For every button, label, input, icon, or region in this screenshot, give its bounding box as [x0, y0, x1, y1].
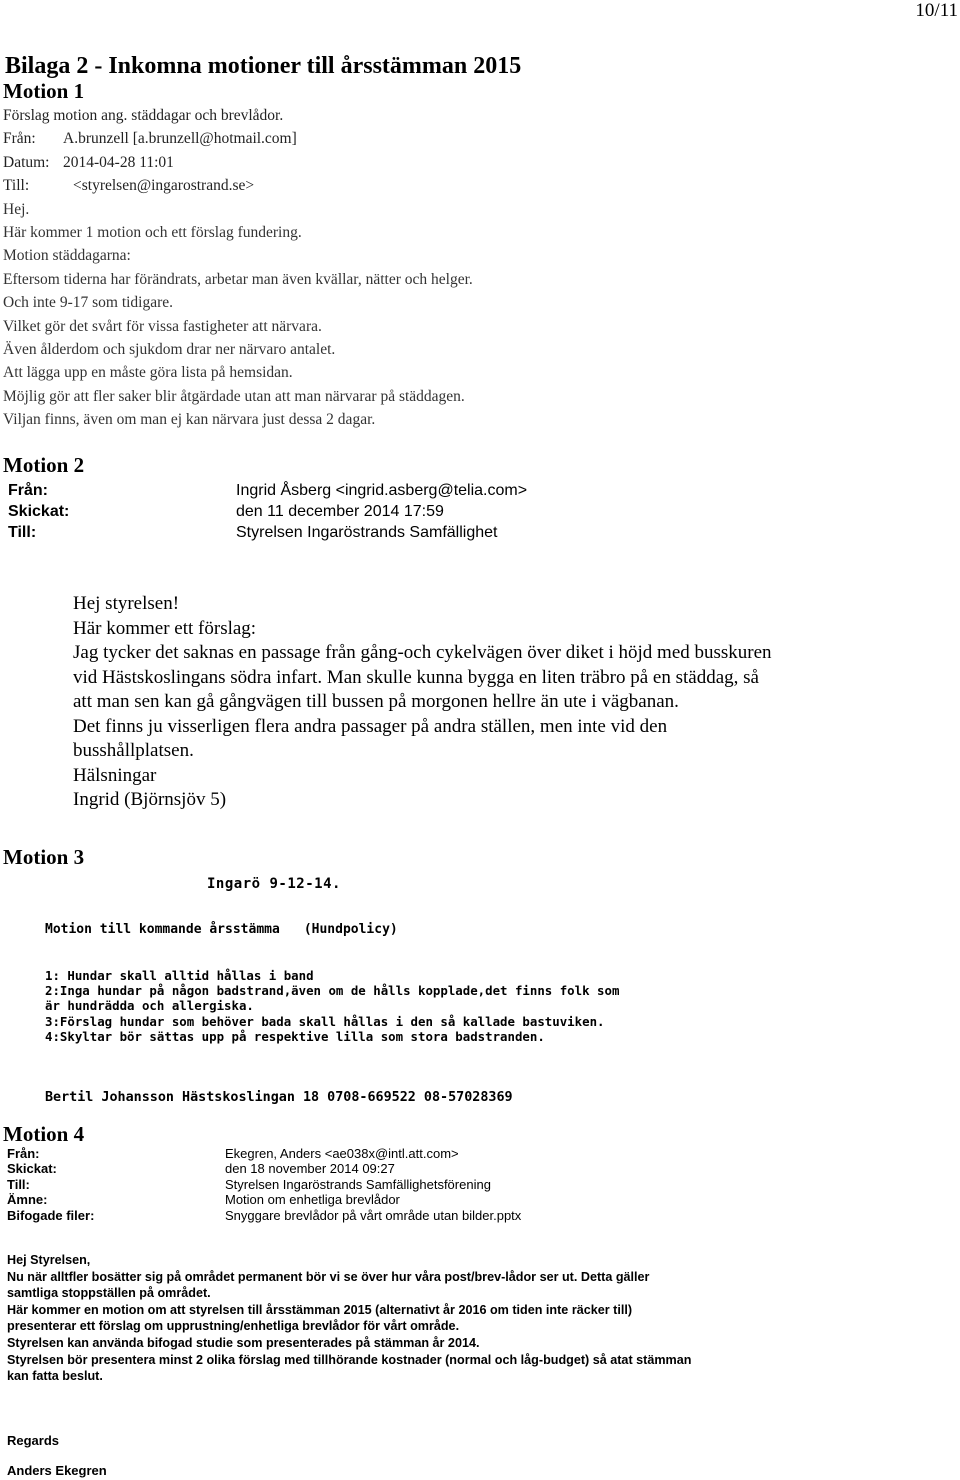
body-line: kan fatta beslut. — [7, 1369, 103, 1384]
list-item: 2:Inga hundar på någon badstrand,även om de hålls kopplade,det finns folk som — [45, 983, 620, 999]
from-label: Från: — [3, 130, 36, 148]
header-row — [8, 501, 527, 522]
header-label: Till: — [8, 524, 37, 541]
body-line: Det finns ju visserligen flera andra passager på andra ställen, men inte vid den — [73, 715, 668, 737]
body-line: Hej Styrelsen, — [7, 1253, 91, 1267]
header-row — [7, 1208, 521, 1223]
motion-3-date: Ingarö 9-12-14. — [207, 876, 341, 892]
motion-2-heading: Motion 2 — [3, 453, 85, 477]
body-line: Nu när alltfler bosätter sig på området permanent bör vi se över hur våra post/brev-lådor ser ut. Detta gäller — [7, 1269, 650, 1284]
body-line: Och inte 9-17 som tidigare. — [3, 294, 174, 312]
body-line: Viljan finns, även om man ej kan närvara just dessa 2 dagar. — [3, 411, 376, 429]
body-line: Ingrid (Björnsjöv 5) — [73, 789, 227, 810]
body-line: Möjlig gör att fler saker blir åtgärdade utan att man närvarar på städdagen. — [3, 387, 465, 405]
header-value: Ingrid Åsberg <ingrid.asberg@telia.com> — [236, 482, 528, 499]
motion-1-email — [3, 104, 473, 432]
motion-4-regards: Regards — [7, 1433, 60, 1448]
motion-4-heading: Motion 4 — [3, 1122, 85, 1146]
motion-1-to-row — [3, 174, 473, 197]
header-value: den 11 december 2014 17:59 — [236, 503, 444, 520]
motion-3-title-text: Motion till kommande årsstämma — [45, 922, 280, 937]
to-label: Till: — [3, 177, 30, 195]
motion-4-body — [7, 1252, 691, 1385]
header-label: Bifogade filer: — [7, 1207, 95, 1223]
motion-2-email-header — [8, 480, 527, 543]
motion-1-heading: Motion 1 — [3, 79, 85, 103]
body-line: Att lägga upp en måste göra lista på hemsidan. — [3, 364, 293, 382]
motion-3-heading: Motion 3 — [3, 845, 85, 869]
header-value: Styrelsen Ingaröstrands Samfällighetsförening — [225, 1176, 491, 1192]
header-label: Skickat: — [8, 503, 70, 520]
list-item: 1: Hundar skall alltid hållas i band — [45, 968, 314, 983]
motion-3-signature: Bertil Johansson Hästskoslingan 18 0708-669522 08-57028369 — [45, 1090, 513, 1105]
motion-1-from-row — [3, 127, 473, 150]
to-value: <styrelsen@ingarostrand.se> — [73, 177, 255, 195]
page-number: 10/11 — [915, 0, 958, 21]
header-row — [7, 1177, 521, 1192]
header-label: Ämne: — [7, 1192, 48, 1208]
body-line: Hej styrelsen! — [73, 593, 180, 614]
body-line: Även ålderdom och sjukdom drar ner närvaro antalet. — [3, 341, 336, 359]
motion-1-subject: Förslag motion ang. städdagar och brevlådor. — [3, 107, 284, 124]
header-value: den 18 november 2014 09:27 — [225, 1161, 395, 1177]
body-line: Jag tycker det saknas en passage från gång-och cykelvägen över diket i höjd med busskuren — [73, 642, 772, 663]
header-value: Styrelsen Ingaröstrands Samfällighet — [236, 524, 498, 541]
body-line: Styrelsen kan använda bifogad studie som presenterades på stämman år 2014. — [7, 1335, 480, 1350]
body-line: Här kommer ett förslag: — [73, 617, 257, 639]
header-row — [8, 480, 527, 501]
header-value: Motion om enhetliga brevlådor — [225, 1192, 400, 1208]
header-value: Ekegren, Anders <ae038x@intl.att.com> — [225, 1146, 459, 1161]
list-item: 4:Skyltar bör sättas upp på respektive lilla som stora badstranden. — [45, 1028, 545, 1044]
document-title: Bilaga 2 - Inkomna motioner till årsstämman 2015 — [5, 53, 522, 79]
body-line: Eftersom tiderna har förändrats, arbetar man även kvällar, nätter och helger. — [3, 270, 473, 288]
body-line: att man sen kan gå gångvägen till bussen på morgonen hellre än ute i vägbanan. — [73, 691, 679, 712]
body-line: presenterar ett förslag om upprustning/enhetliga brevlådor för vårt område. — [7, 1319, 460, 1334]
header-row — [7, 1161, 521, 1176]
motion-3-title — [45, 922, 398, 937]
body-line: Hej. — [3, 200, 30, 218]
motion-4-signature: Anders Ekegren — [7, 1463, 107, 1478]
motion-4-email-header — [7, 1146, 521, 1223]
motion-2-body — [73, 592, 772, 813]
list-item: är hundrädda och allergiska. — [45, 998, 254, 1014]
body-line: Styrelsen bör presentera minst 2 olika förslag med tillhörande kostnader (normal och låg-budget) så atat stämman — [7, 1352, 692, 1367]
header-label: Från: — [7, 1146, 40, 1161]
date-label: Datum: — [3, 153, 50, 171]
list-item: 3:Förslag hundar som behöver bada skall hållas i den så kallade bastuviken. — [45, 1013, 605, 1029]
date-value: 2014-04-28 11:01 — [63, 153, 174, 171]
body-line: busshållplatsen. — [73, 740, 194, 761]
header-row — [8, 522, 527, 543]
body-line: Här kommer en motion om att styrelsen till årsstämman 2015 (alternativt år 2016 om tiden inte räcker till) — [7, 1302, 633, 1317]
body-line: vid Hästskoslingans södra infart. Man skulle kunna bygga en liten träbro på en städdag, så — [73, 666, 759, 688]
header-label: Från: — [8, 482, 48, 499]
header-label: Skickat: — [7, 1161, 57, 1177]
body-line: samtliga stoppställen på området. — [7, 1286, 211, 1301]
header-row — [7, 1146, 521, 1161]
body-line: Här kommer 1 motion och ett förslag fundering. — [3, 224, 302, 242]
from-value: A.brunzell [a.brunzell@hotmail.com] — [63, 130, 297, 148]
header-value: Snyggare brevlådor på vårt område utan bilder.pptx — [225, 1207, 522, 1223]
body-line: Motion städdagarna: — [3, 247, 131, 265]
motion-3-title-tag: (Hundpolicy) — [303, 922, 398, 937]
header-label: Till: — [7, 1176, 30, 1192]
motion-1-date-row — [3, 151, 473, 174]
body-line: Hälsningar — [73, 764, 157, 786]
header-row — [7, 1192, 521, 1207]
motion-3-items — [45, 968, 619, 1044]
body-line: Vilket gör det svårt för vissa fastigheter att närvara. — [3, 317, 322, 335]
